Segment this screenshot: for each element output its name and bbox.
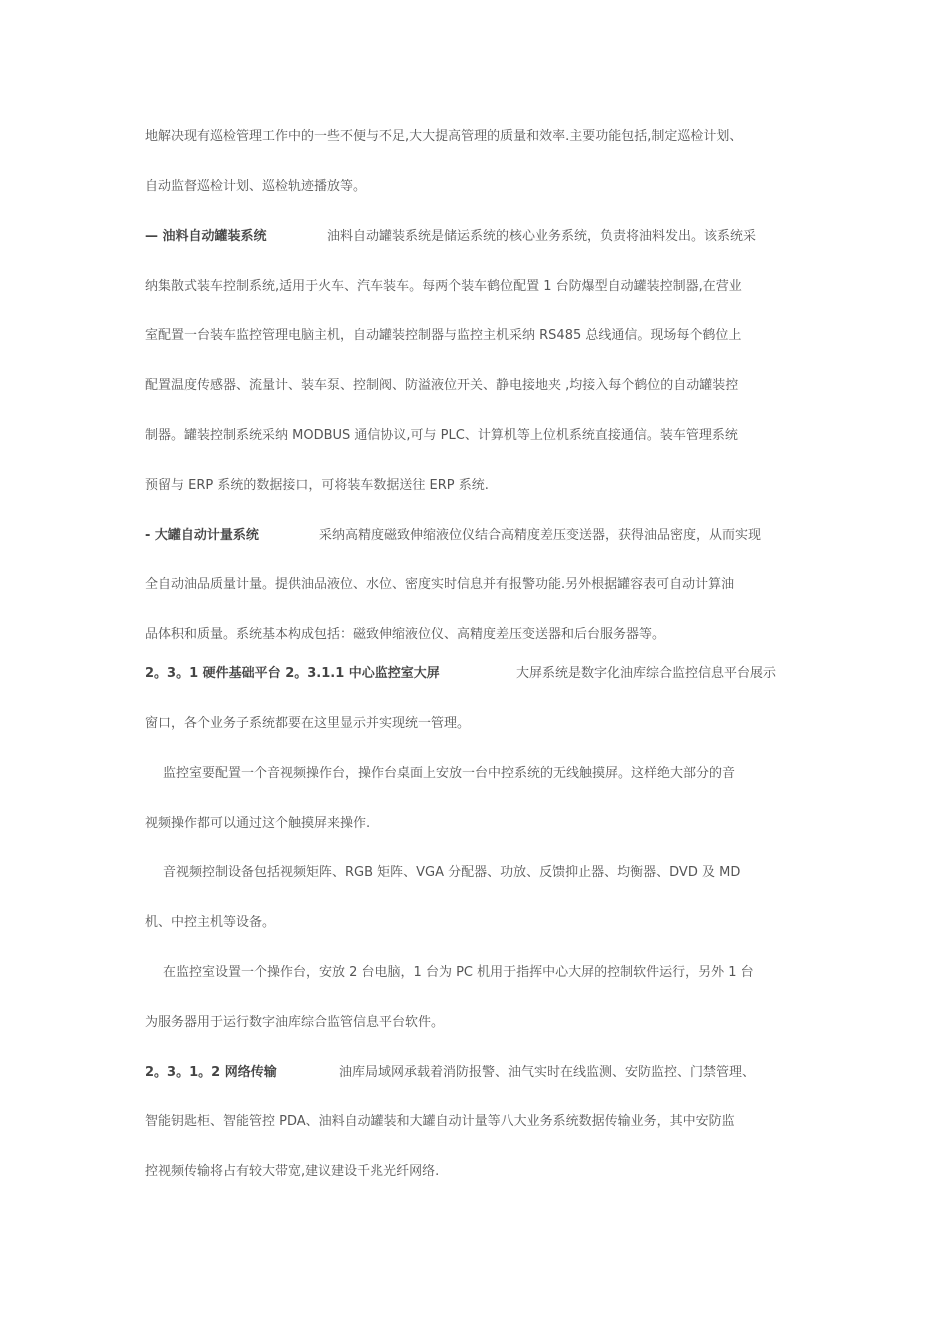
paragraph-line: 窗口，各个业务子系统都要在这里显示并实现统一管理。 — [145, 716, 471, 731]
paragraph-line: 纳集散式装车控制系统,适用于火车、汽车装车。每两个装车鹤位配置 1 台防爆型自动罐装控制器,在营业 — [145, 279, 742, 294]
paragraph-line: 为服务器用于运行数字油库综合监管信息平台软件。 — [145, 1015, 445, 1030]
paragraph-line: 音视频控制设备包括视频矩阵、RGB 矩阵、VGA 分配器、功放、反馈抑止器、均衡器、DVD 及 MD — [163, 865, 741, 880]
paragraph-line: 大屏系统是数字化油库综合监控信息平台展示 — [516, 666, 777, 681]
paragraph-line: 地解决现有巡检管理工作中的一些不便与不足,大大提高管理的质量和效率.主要功能包括,制定巡检计划、 — [145, 129, 743, 144]
paragraph-line: 自动监督巡检计划、巡检轨迹播放等。 — [145, 179, 367, 194]
paragraph-line: 在监控室设置一个操作台，安放 2 台电脑，1 台为 PC 机用于指挥中心大屏的控制软件运行，另外 1 台 — [163, 965, 754, 980]
section-heading-tank-metering: - 大罐自动计量系统 — [145, 528, 259, 543]
section-heading-tank-loading: — 油料自动罐装系统 — [145, 229, 267, 244]
paragraph-line: 视频操作都可以通过这个触摸屏来操作. — [145, 816, 371, 831]
paragraph-line: 控视频传输将占有较大带宽,建议建设千兆光纤网络. — [145, 1164, 440, 1179]
paragraph-line: 全自动油品质量计量。提供油品液位、水位、密度实时信息并有报警功能.另外根据罐容表可自动计算油 — [145, 577, 735, 592]
paragraph-line: 品体积和质量。系统基本构成包括：磁致伸缩液位仪、高精度差压变送器和后台服务器等。 — [145, 627, 666, 642]
paragraph-line: 室配置一台装车监控管理电脑主机，自动罐装控制器与监控主机采纳 RS485 总线通信。现场每个鹤位上 — [145, 328, 742, 343]
paragraph-line: 机、中控主机等设备。 — [145, 915, 276, 930]
paragraph-line: 智能钥匙柜、智能管控 PDA、油料自动罐装和大罐自动计量等八大业务系统数据传输业务，其中安防监 — [145, 1114, 735, 1129]
paragraph-line: 制器。罐装控制系统采纳 MODBUS 通信协议,可与 PLC、计算机等上位机系统直接通信。装车管理系统 — [145, 428, 738, 443]
paragraph-line: 油库局域网承载着消防报警、油气实时在线监测、安防监控、门禁管理、 — [339, 1065, 756, 1080]
paragraph-line: 油料自动罐装系统是储运系统的核心业务系统，负责将油料发出。该系统采 — [327, 229, 757, 244]
section-heading-hardware-platform: 2。3。1 硬件基础平台 2。3.1.1 中心监控室大屏 — [145, 666, 440, 681]
section-heading-network: 2。3。1。2 网络传输 — [145, 1065, 277, 1080]
paragraph-line: 采纳高精度磁致伸缩液位仪结合高精度差压变送器，获得油品密度，从而实现 — [319, 528, 762, 543]
paragraph-line: 监控室要配置一个音视频操作台，操作台桌面上安放一台中控系统的无线触摸屏。这样绝大部分的音 — [163, 766, 736, 781]
paragraph-line: 配置温度传感器、流量计、装车泵、控制阀、防溢液位开关、静电接地夹 ,均接入每个鹤位的自动罐装控 — [145, 378, 739, 393]
paragraph-line: 预留与 ERP 系统的数据接口，可将装车数据送往 ERP 系统. — [145, 478, 489, 493]
